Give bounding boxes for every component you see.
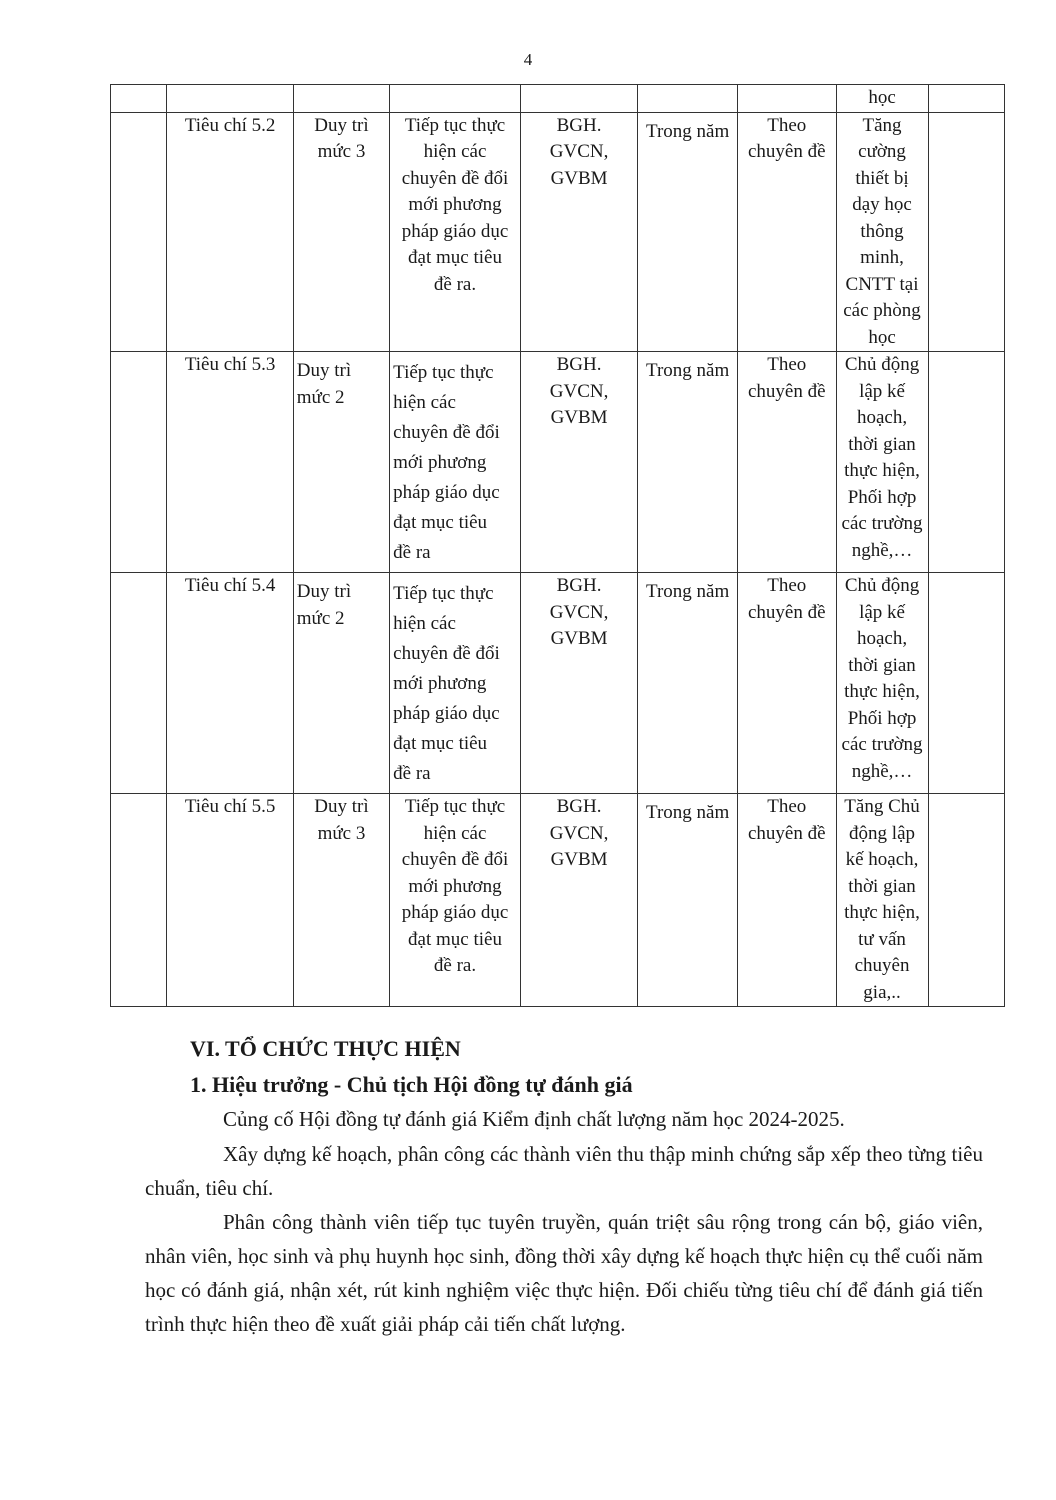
responsible-cell: BGH. GVCN, GVBM (520, 573, 637, 794)
table-cell (293, 85, 389, 113)
criterion-cell: Tiêu chí 5.3 (167, 352, 293, 573)
time-cell: Trong năm (638, 112, 738, 352)
note-cell: học (836, 85, 928, 113)
table-cell (390, 85, 521, 113)
note-cell: Tăng Chủ động lập kế hoạch, thời gian thực hiện, tư vấn chuyên gia,.. (836, 794, 928, 1007)
method-cell: Theo chuyên đề (737, 112, 836, 352)
table-cell (167, 85, 293, 113)
table-cell (928, 573, 1005, 794)
table-cell (111, 352, 167, 573)
table-cell (111, 85, 167, 113)
criterion-cell: Tiêu chí 5.4 (167, 573, 293, 794)
table-row (111, 112, 1005, 352)
table-cell (928, 352, 1005, 573)
note-cell: Tăng cường thiết bị dạy học thông minh, CNTT tại các phòng học (836, 112, 928, 352)
table-row-continuation (111, 85, 1005, 113)
criterion-cell: Tiêu chí 5.2 (167, 112, 293, 352)
table-cell (928, 794, 1005, 1007)
table-cell (111, 112, 167, 352)
activity-cell: Tiếp tục thực hiện các chuyên đề đổi mới phương pháp giáo dục đạt mục tiêu đề ra (390, 573, 521, 794)
method-cell: Theo chuyên đề (737, 573, 836, 794)
activity-cell: Tiếp tục thực hiện các chuyên đề đổi mới phương pháp giáo dục đạt mục tiêu đề ra (390, 352, 521, 573)
table-cell (111, 794, 167, 1007)
paragraph-2: Xây dựng kế hoạch, phân công các thành viên thu thập minh chứng sắp xếp theo từng tiêu chuẩn, tiêu chí. (145, 1142, 983, 1200)
table-cell (111, 573, 167, 794)
paragraph-1: Củng cố Hội đồng tự đánh giá Kiểm định chất lượng năm học 2024-2025. (223, 1107, 845, 1131)
table-row (111, 794, 1005, 1007)
page-number: 4 (523, 50, 533, 69)
improvement-plan-table (110, 84, 1005, 1007)
responsible-cell: BGH. GVCN, GVBM (520, 794, 637, 1007)
level-cell: Duy trì mức 2 (293, 352, 389, 573)
level-cell: Duy trì mức 3 (293, 112, 389, 352)
paragraph-3: Phân công thành viên tiếp tục tuyên truyền, quán triệt sâu rộng trong cán bộ, giáo viên, nhân viên, học sinh và phụ huynh học sinh, đồng thời xây dựng kế hoạch thực hiện cụ thể cuối năm học có đánh giá, nhận xét, rút kinh nghiệm việc thực hiện. Đối chiếu từng tiêu chí để đánh giá tiến trình thực hiện theo đề xuất giải pháp cải tiến chất lượng. (145, 1210, 983, 1336)
responsible-cell: BGH. GVCN, GVBM (520, 352, 637, 573)
table-cell (928, 85, 1005, 113)
time-cell: Trong năm (638, 352, 738, 573)
activity-cell: Tiếp tục thực hiện các chuyên đề đổi mới phương pháp giáo dục đạt mục tiêu đề ra. (390, 794, 521, 1007)
note-cell: Chủ động lập kế hoạch, thời gian thực hiện, Phối hợp các trường nghề,… (836, 573, 928, 794)
table-row (111, 573, 1005, 794)
time-cell: Trong năm (638, 794, 738, 1007)
criterion-cell: Tiêu chí 5.5 (167, 794, 293, 1007)
note-cell: Chủ động lập kế hoạch, thời gian thực hiện, Phối hợp các trường nghề,… (836, 352, 928, 573)
table-cell (737, 85, 836, 113)
level-cell: Duy trì mức 2 (293, 573, 389, 794)
time-cell: Trong năm (638, 573, 738, 794)
method-cell: Theo chuyên đề (737, 352, 836, 573)
method-cell: Theo chuyên đề (737, 794, 836, 1007)
table-cell (638, 85, 738, 113)
activity-cell: Tiếp tục thực hiện các chuyên đề đổi mới phương pháp giáo dục đạt mục tiêu đề ra. (390, 112, 521, 352)
level-cell: Duy trì mức 3 (293, 794, 389, 1007)
section-title: VI. TỔ CHỨC THỰC HIỆN (190, 1036, 461, 1061)
table-cell (928, 112, 1005, 352)
table-row (111, 352, 1005, 573)
responsible-cell: BGH. GVCN, GVBM (520, 112, 637, 352)
table-cell (520, 85, 637, 113)
subsection-title: 1. Hiệu trưởng - Chủ tịch Hội đồng tự đánh giá (190, 1072, 633, 1097)
